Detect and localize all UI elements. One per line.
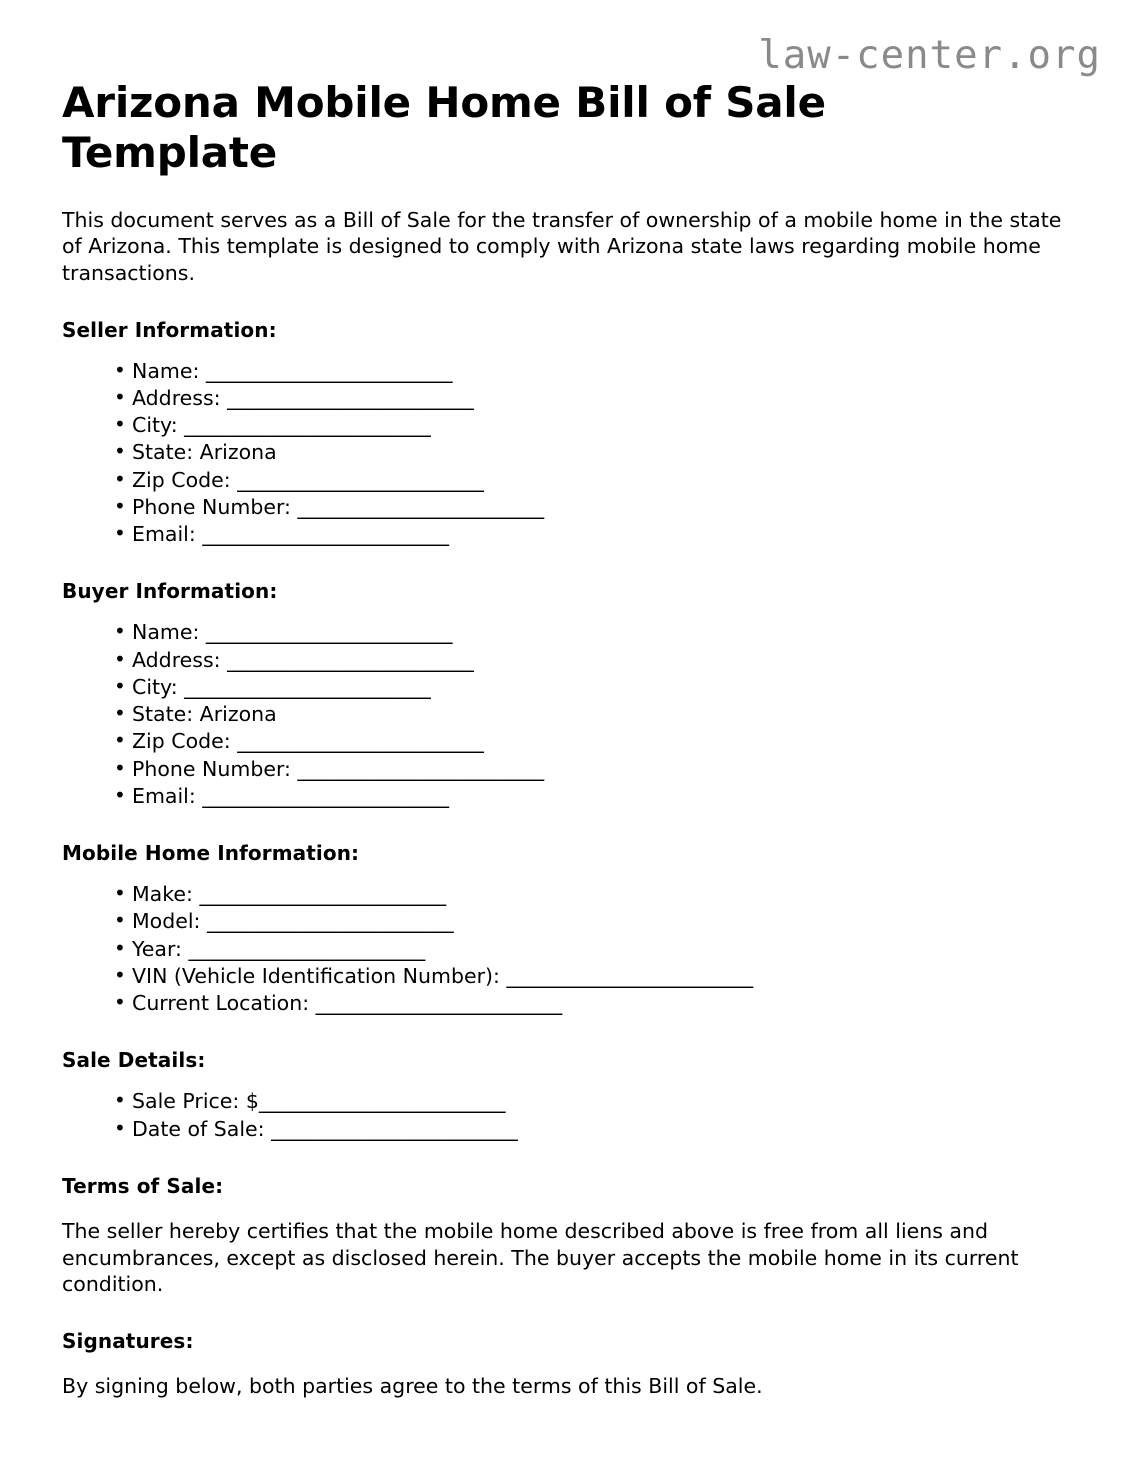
list-item	[114, 358, 1072, 385]
page-title: Arizona Mobile Home Bill of Sale Template	[62, 78, 826, 178]
field-blank: _________________________	[315, 991, 562, 1016]
field-blank: _________________________	[237, 729, 484, 754]
section-heading-terms: Terms of Sale:	[62, 1173, 224, 1198]
list-item	[114, 1088, 1072, 1115]
field-label: State: Arizona	[132, 702, 277, 727]
list-item	[114, 619, 1072, 646]
list-item	[114, 908, 1072, 935]
list-item	[114, 783, 1072, 810]
list-item	[114, 881, 1072, 908]
field-blank: _________________________	[202, 522, 449, 547]
list-item	[114, 936, 1072, 963]
field-blank: _________________________	[258, 1089, 506, 1114]
field-blank: _________________________	[184, 413, 431, 438]
list-item	[114, 701, 1072, 728]
terms-paragraph: The seller hereby certifies that the mobile home described above is free from all liens and encumbrances, except as disclosed herein. The buyer accepts the mobile home in its current condition.	[62, 1218, 1019, 1297]
field-label: City:	[132, 674, 185, 699]
seller-field-list	[62, 358, 1072, 549]
field-label: City:	[132, 413, 185, 438]
signatures-paragraph: By signing below, both parties agree to the terms of this Bill of Sale.	[62, 1373, 763, 1398]
field-label: Email:	[132, 522, 203, 547]
field-blank: _________________________	[237, 467, 484, 492]
field-label: Email:	[132, 783, 203, 808]
list-item	[114, 963, 1072, 990]
list-item	[114, 674, 1072, 701]
list-item	[114, 494, 1072, 521]
field-label: Address:	[132, 385, 228, 410]
list-item	[114, 756, 1072, 783]
field-label: State: Arizona	[132, 440, 277, 465]
field-label: Address:	[132, 647, 228, 672]
section-heading-signatures: Signatures:	[62, 1328, 194, 1353]
field-blank: _________________________	[506, 963, 753, 988]
field-label: Name:	[132, 620, 206, 645]
field-label: Zip Code:	[132, 467, 238, 492]
field-label: Year:	[132, 936, 189, 961]
field-label: Name:	[132, 358, 206, 383]
list-item	[114, 990, 1072, 1017]
list-item	[114, 647, 1072, 674]
intro-paragraph: This document serves as a Bill of Sale for the transfer of ownership of a mobile home in the state of Arizona. This template is designed to comply with Arizona state laws regarding mobile home transactions.	[62, 207, 1062, 286]
field-label: Make:	[132, 882, 200, 907]
field-blank: ________________________	[188, 936, 425, 961]
document-content	[62, 0, 1072, 1400]
field-label: Sale Price: $	[132, 1089, 259, 1114]
buyer-field-list	[62, 619, 1072, 810]
field-label: Current Location:	[132, 991, 316, 1016]
site-watermark: law-center.org	[758, 33, 1101, 78]
field-blank: _________________________	[184, 674, 431, 699]
field-label: Phone Number:	[132, 756, 298, 781]
list-item	[114, 467, 1072, 494]
field-blank: _________________________	[205, 358, 453, 383]
section-heading-sale-details: Sale Details:	[62, 1048, 206, 1073]
field-blank: _________________________	[199, 882, 446, 907]
field-label: Zip Code:	[132, 729, 238, 754]
section-heading-mobile-home: Mobile Home Information:	[62, 841, 360, 866]
section-heading-buyer: Buyer Information:	[62, 579, 278, 604]
field-blank: _________________________	[297, 756, 544, 781]
list-item	[114, 1116, 1072, 1143]
list-item	[114, 412, 1072, 439]
field-label: Model:	[132, 909, 207, 934]
field-blank: _________________________	[205, 620, 453, 645]
list-item	[114, 521, 1072, 548]
field-blank: _________________________	[206, 909, 454, 934]
field-label: Phone Number:	[132, 494, 298, 519]
section-heading-seller: Seller Information:	[62, 317, 277, 342]
list-item	[114, 385, 1072, 412]
list-item	[114, 728, 1072, 755]
list-item	[114, 439, 1072, 466]
field-blank: _________________________	[202, 783, 449, 808]
sale-details-field-list	[62, 1088, 1072, 1143]
field-label: Date of Sale:	[132, 1116, 272, 1141]
field-blank: _________________________	[271, 1116, 518, 1141]
mobile-home-field-list	[62, 881, 1072, 1017]
field-blank: _________________________	[227, 647, 474, 672]
field-blank: _________________________	[227, 385, 474, 410]
field-label: VIN (Vehicle Identification Number):	[132, 963, 507, 988]
field-blank: _________________________	[297, 494, 544, 519]
